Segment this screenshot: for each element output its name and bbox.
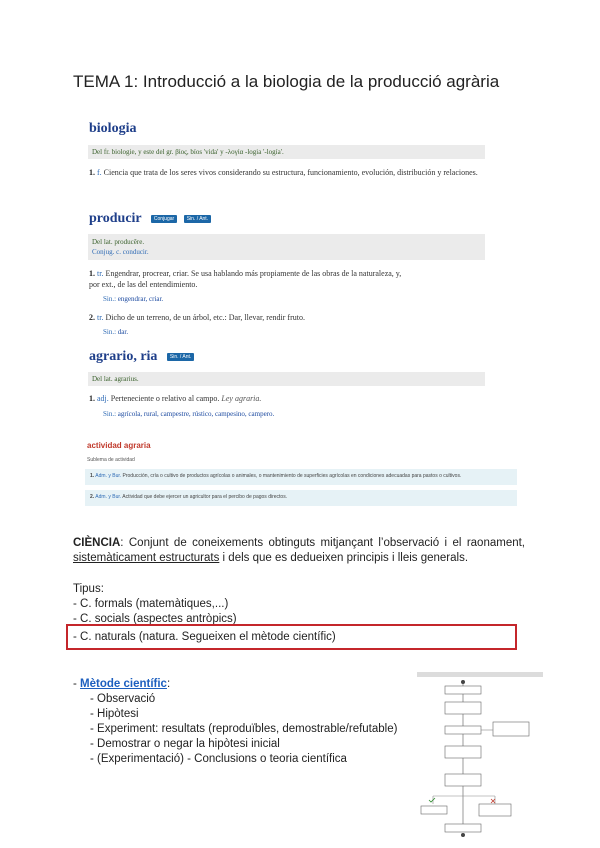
synonyms-list[interactable]: engendrar, criar.: [117, 295, 164, 303]
synonyms-button[interactable]: Sin. / Ant.: [184, 215, 211, 223]
document-title: TEMA 1: Introducció a la biologia de la producció agrària: [73, 72, 500, 91]
etymology-bar: [88, 145, 485, 159]
usage-example: Ley agraria.: [221, 394, 262, 403]
sublemma-definition: [85, 469, 517, 485]
ciencia-paragraph: [73, 536, 525, 566]
definition: [89, 393, 485, 404]
definition-text-cont: por ext., de las del entendimiento.: [89, 280, 198, 289]
definition-text: Engendrar, procrear, criar. Se usa hablando más propiamente de las obras de la naturaleza, y,: [105, 269, 402, 278]
ciencia-term: CIÈNCIA: [73, 537, 121, 549]
etymology-text: Del fr. biologie, y este del gr. βίος, bíos 'vida' y -λογία -logia '-logía'.: [92, 148, 284, 156]
synonyms: [103, 410, 274, 418]
metode-suffix: :: [166, 678, 171, 690]
definition-number: 1.: [89, 269, 95, 278]
definition-number: 1.: [89, 168, 95, 177]
etymology-text: Del lat. producĕre.: [92, 238, 145, 246]
definition-number: 1.: [89, 394, 95, 403]
metode-step: - Hipòtesi: [90, 708, 139, 720]
etymology-bar: [88, 372, 485, 386]
headword-text: producir: [89, 211, 142, 226]
metode-step: - Experiment: resultats (reproduïbles, demostrable/refutable): [90, 723, 398, 735]
grammar-abbr[interactable]: f.: [97, 168, 102, 177]
scientific-method-flowchart-image: [415, 668, 545, 838]
synonyms-list[interactable]: dar.: [117, 328, 129, 336]
domain-abbr[interactable]: Adm. y Bur.: [95, 494, 122, 500]
synonyms-label: Sin.:: [103, 410, 117, 418]
synonyms: [103, 295, 163, 303]
headword-agrario: [89, 349, 194, 365]
sublemma-definition: [85, 490, 517, 506]
definition-text: Dicho de un terreno, de un árbol, etc.: Dar, llevar, rendir fruto.: [105, 313, 305, 322]
metode-step: - Observació: [90, 693, 156, 705]
synonyms-button[interactable]: Sin. / Ant.: [167, 353, 194, 361]
definition-number: 2.: [90, 494, 95, 500]
metode-heading: [73, 678, 170, 690]
metode-step: - (Experimentació) - Conclusions o teoria científica: [90, 753, 347, 765]
tipus-heading: Tipus:: [73, 583, 104, 595]
conjugation-note[interactable]: Conjug. c. conducir.: [92, 248, 149, 256]
metode-cientific-link[interactable]: Mètode científic: [80, 678, 167, 690]
definition: [89, 268, 485, 290]
grammar-abbr[interactable]: tr.: [97, 269, 104, 278]
metode-step: - Demostrar o negar la hipòtesi inicial: [90, 738, 280, 750]
flowchart-diagram: [415, 668, 545, 838]
definition-number: 1.: [90, 473, 95, 479]
ciencia-underlined: sistemàticament estructurats: [73, 552, 220, 564]
headword-text: agrario, ria: [89, 349, 158, 364]
headword-producir: [89, 211, 211, 227]
tipus-item-naturals: - C. naturals (natura. Segueixen el mètode científic): [73, 631, 336, 643]
definition-text: Producción, cría o cultivo de productos agrícolas o animales, o mantenimiento de superficies agrícolas en condiciones adecuadas para pastos o cultivos.: [122, 473, 462, 479]
synonyms-list[interactable]: agrícola, rural, campestre, rústico, campesino, campero.: [117, 410, 275, 418]
sublemma-note: Sublema de actividad: [87, 457, 135, 463]
definition-text: Actividad que debe ejercer un agricultor para el percibo de pagos directos.: [122, 494, 288, 500]
etymology-bar: [88, 234, 485, 260]
synonyms-label: Sin.:: [103, 295, 117, 303]
synonyms: [103, 328, 128, 336]
grammar-abbr[interactable]: tr.: [97, 313, 104, 322]
metode-prefix: -: [73, 678, 81, 690]
definition-text: Ciencia que trata de los seres vivos considerando su estructura, funcionamiento, evolución, distribución y relaciones.: [103, 168, 478, 177]
ciencia-text-a: : Conjunt de coneixements obtinguts mitjançant l’observació i el raonament,: [120, 537, 525, 549]
definition-number: 2.: [89, 313, 95, 322]
ciencia-text-b: i dels que es dedueixen principis i lleis generals.: [219, 552, 469, 564]
definition: [89, 167, 485, 178]
definition-text: Perteneciente o relativo al campo.: [110, 394, 220, 403]
headword-biologia: biologia: [89, 121, 137, 136]
synonyms-label: Sin.:: [103, 328, 117, 336]
etymology-text: Del lat. agrarius.: [92, 375, 139, 383]
tipus-item-socials: - C. socials (aspectes antròpics): [73, 613, 237, 625]
grammar-abbr[interactable]: adj.: [97, 394, 109, 403]
domain-abbr[interactable]: Adm. y Bur.: [95, 473, 122, 479]
definition: [89, 312, 485, 323]
tipus-item-formals: - C. formals (matemàtiques,...): [73, 598, 229, 610]
conjugar-button[interactable]: Conjugar: [151, 215, 177, 223]
headword-actividad-agraria: actividad agraria: [87, 441, 151, 450]
